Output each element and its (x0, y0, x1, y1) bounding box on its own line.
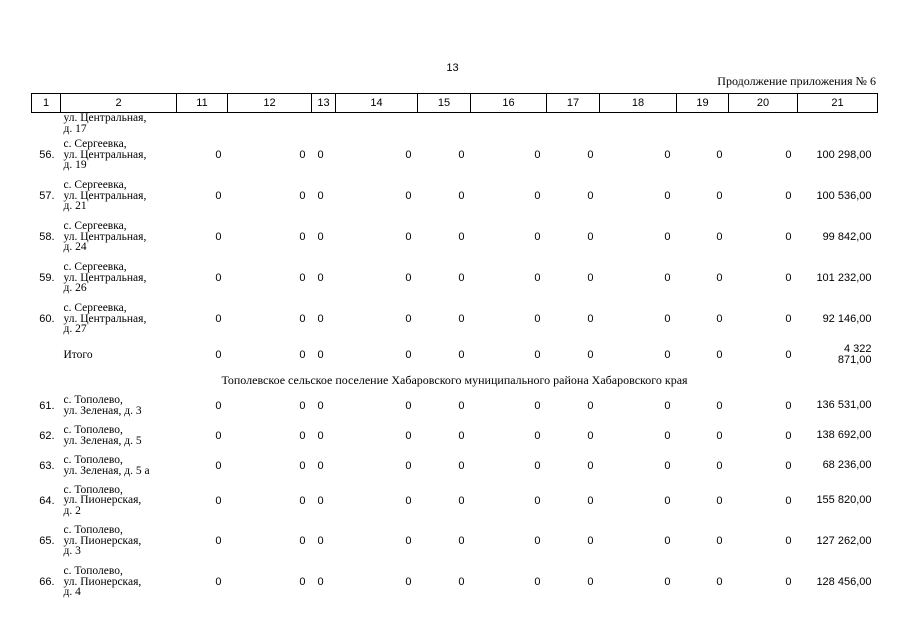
value-cell-14: 0 (405, 459, 412, 472)
row-number: 56. (39, 149, 55, 161)
value-cell-20: 0 (785, 399, 792, 412)
address-cell: с. Сергеевка, ул. Центральная, д. 21 (63, 179, 147, 213)
header-cell: 17 (547, 94, 600, 113)
table-row (32, 135, 878, 176)
value-cell-20: 0 (785, 313, 792, 325)
value-cell-17: 0 (587, 349, 594, 361)
table-row (32, 562, 878, 603)
row-number: 63. (39, 459, 55, 472)
value-cell-11: 0 (215, 313, 222, 325)
value-cell-13: 0 (317, 535, 324, 547)
value-cell-15: 0 (458, 349, 465, 361)
value-cell-13: 0 (317, 494, 324, 507)
value-cell-13: 0 (317, 313, 324, 325)
value-cell-15: 0 (458, 576, 465, 588)
appendix-note: Продолжение приложения № 6 (717, 74, 876, 88)
value-cell-16: 0 (534, 349, 541, 361)
value-cell-16: 0 (534, 231, 541, 243)
row-number: 58. (39, 231, 55, 243)
value-cell-11: 0 (215, 190, 222, 202)
value-cell-12: 0 (299, 576, 306, 588)
value-cell-11: 0 (215, 429, 222, 442)
value-cell-16: 0 (534, 272, 541, 284)
total-cell: 92 146,00 (822, 312, 872, 325)
value-cell-19: 0 (716, 231, 723, 243)
value-cell-12: 0 (299, 429, 306, 442)
value-cell-18: 0 (664, 535, 671, 547)
value-cell-14: 0 (405, 313, 412, 325)
value-cell-15: 0 (458, 429, 465, 442)
value-cell-17: 0 (587, 272, 594, 284)
address-cell: с. Тополево, ул. Пионерская, д. 4 (63, 565, 142, 599)
table-row (32, 258, 878, 299)
value-cell-15: 0 (458, 272, 465, 284)
table-row (32, 299, 878, 340)
header-cell: 16 (471, 94, 547, 113)
section-heading-row (32, 371, 878, 391)
row-number (32, 340, 61, 371)
table-row (32, 391, 878, 421)
value-cell-17: 0 (587, 459, 594, 472)
total-cell: 100 536,00 (816, 189, 872, 202)
value-cell-11: 0 (215, 149, 222, 161)
value-cell-15: 0 (458, 494, 465, 507)
value-cell-20: 0 (785, 494, 792, 507)
address-cell: с. Тополево, ул. Пионерская, д. 3 (63, 524, 142, 558)
value-cell-16: 0 (534, 535, 541, 547)
value-cell-15: 0 (458, 459, 465, 472)
value-cell-19: 0 (716, 535, 723, 547)
value-cell-19: 0 (716, 494, 723, 507)
value-cell-15: 0 (458, 313, 465, 325)
value-cell-19: 0 (716, 190, 723, 202)
value-cell-14: 0 (405, 494, 412, 507)
value-cell-18: 0 (664, 429, 671, 442)
value-cell-13: 0 (317, 231, 324, 243)
total-cell: 155 820,00 (816, 494, 872, 506)
value-cell-18: 0 (664, 272, 671, 284)
row-number: 61. (39, 399, 55, 412)
address-cell: с. Сергеевка, ул. Центральная, д. 27 (63, 302, 147, 336)
value-cell-19: 0 (716, 313, 723, 325)
value-cell-18: 0 (664, 494, 671, 507)
value-cell-18: 0 (664, 231, 671, 243)
total-cell: 127 262,00 (816, 534, 872, 547)
value-cell-11: 0 (215, 231, 222, 243)
value-cell-16: 0 (534, 494, 541, 507)
header-cell: 13 (312, 94, 336, 113)
value-cell-15: 0 (458, 149, 465, 161)
value-cell-14: 0 (405, 149, 412, 161)
value-cell-14: 0 (405, 349, 412, 361)
total-cell: 4 322 871,00 (837, 343, 872, 366)
row-number: 62. (39, 429, 55, 442)
total-row (32, 340, 878, 371)
value-cell-11: 0 (215, 494, 222, 507)
value-cell-11: 0 (215, 459, 222, 472)
data-table (31, 93, 878, 603)
value-cell-11: 0 (215, 576, 222, 588)
value-cell-13: 0 (317, 429, 324, 442)
value-cell-16: 0 (534, 429, 541, 442)
value-cell-12: 0 (299, 190, 306, 202)
value-cell-13: 0 (317, 149, 324, 161)
value-cell-11: 0 (215, 535, 222, 547)
value-cell-19: 0 (716, 459, 723, 472)
row-number: 65. (39, 535, 55, 547)
header-cell: 1 (32, 94, 61, 113)
table-row (32, 176, 878, 217)
value-cell-18: 0 (664, 149, 671, 161)
table-row (32, 451, 878, 481)
value-cell-20: 0 (785, 349, 792, 361)
address-cell: с. Сергеевка, ул. Центральная, д. 19 (63, 138, 147, 172)
value-cell-11: 0 (215, 272, 222, 284)
value-cell-19: 0 (716, 272, 723, 284)
value-cell-13: 0 (317, 272, 324, 284)
total-cell: 128 456,00 (816, 575, 872, 588)
table-row (32, 217, 878, 258)
value-cell-13: 0 (317, 459, 324, 472)
row-number: 64. (39, 494, 55, 507)
value-cell-20: 0 (785, 231, 792, 243)
page-number: 13 (446, 62, 459, 74)
address-cell: с. Тополево, ул. Зеленая, д. 5 (63, 424, 142, 447)
value-cell-12: 0 (299, 494, 306, 507)
row-number: 60. (39, 313, 55, 325)
value-cell-14: 0 (405, 231, 412, 243)
value-cell-13: 0 (317, 190, 324, 202)
value-cell-17: 0 (587, 535, 594, 547)
value-cell-12: 0 (299, 231, 306, 243)
header-cell: 18 (600, 94, 677, 113)
row-number (32, 113, 61, 135)
continuation-row (32, 113, 878, 135)
table-row (32, 481, 878, 521)
address-cell: с. Тополево, ул. Зеленая, д. 3 (63, 394, 142, 417)
total-cell: 101 232,00 (816, 271, 872, 284)
address-cell: с. Сергеевка, ул. Центральная, д. 26 (63, 261, 147, 295)
row-number: 57. (39, 190, 55, 202)
header-cell: 12 (228, 94, 312, 113)
value-cell-17: 0 (587, 576, 594, 588)
header-cell: 14 (336, 94, 418, 113)
section-heading: Тополевское сельское поселение Хабаровского муниципального района Хабаровского края (221, 373, 688, 387)
value-cell-12: 0 (299, 459, 306, 472)
header-cell: 19 (677, 94, 729, 113)
value-cell-15: 0 (458, 399, 465, 412)
total-cell: 99 842,00 (822, 230, 872, 243)
value-cell-17: 0 (587, 429, 594, 442)
value-cell-14: 0 (405, 429, 412, 442)
value-cell-18: 0 (664, 576, 671, 588)
address-cell: с. Сергеевка, ул. Центральная, д. 24 (63, 220, 147, 254)
value-cell-12: 0 (299, 272, 306, 284)
value-cell-20: 0 (785, 272, 792, 284)
header-cell: 15 (418, 94, 471, 113)
value-cell-11: 0 (215, 349, 222, 361)
value-cell-16: 0 (534, 149, 541, 161)
value-cell-12: 0 (299, 399, 306, 412)
value-cell-20: 0 (785, 459, 792, 472)
value-cell-13: 0 (317, 576, 324, 588)
value-cell-18: 0 (664, 459, 671, 472)
value-cell-13: 0 (317, 349, 324, 361)
header-row (32, 94, 878, 113)
value-cell-19: 0 (716, 429, 723, 442)
value-cell-20: 0 (785, 149, 792, 161)
value-cell-17: 0 (587, 494, 594, 507)
value-cell-16: 0 (534, 190, 541, 202)
header-cell: 20 (729, 94, 798, 113)
table-row (32, 521, 878, 562)
value-cell-18: 0 (664, 313, 671, 325)
total-cell: 100 298,00 (816, 148, 872, 161)
value-cell-16: 0 (534, 399, 541, 412)
value-cell-18: 0 (664, 190, 671, 202)
address-cell: с. Тополево, ул. Зеленая, д. 5 а (63, 454, 150, 477)
address-cell: с. Тополево, ул. Пионерская, д. 2 (63, 483, 142, 517)
value-cell-14: 0 (405, 535, 412, 547)
address-cell: ул. Центральная, д. 17 (63, 112, 147, 135)
value-cell-19: 0 (716, 149, 723, 161)
value-cell-11: 0 (215, 399, 222, 412)
value-cell-20: 0 (785, 429, 792, 442)
value-cell-13: 0 (317, 399, 324, 412)
value-cell-19: 0 (716, 399, 723, 412)
total-cell: 136 531,00 (816, 399, 872, 411)
value-cell-15: 0 (458, 231, 465, 243)
value-cell-17: 0 (587, 313, 594, 325)
value-cell-16: 0 (534, 313, 541, 325)
value-cell-12: 0 (299, 313, 306, 325)
value-cell-14: 0 (405, 190, 412, 202)
value-cell-17: 0 (587, 399, 594, 412)
value-cell-19: 0 (716, 576, 723, 588)
address-cell: Итого (63, 348, 93, 361)
row-number: 66. (39, 576, 55, 588)
value-cell-14: 0 (405, 399, 412, 412)
header-cell: 2 (61, 94, 177, 113)
value-cell-15: 0 (458, 535, 465, 547)
table-row (32, 421, 878, 451)
value-cell-12: 0 (299, 149, 306, 161)
value-cell-15: 0 (458, 190, 465, 202)
value-cell-18: 0 (664, 349, 671, 361)
value-cell-17: 0 (587, 190, 594, 202)
value-cell-12: 0 (299, 535, 306, 547)
value-cell-20: 0 (785, 576, 792, 588)
value-cell-12: 0 (299, 349, 306, 361)
value-cell-19: 0 (716, 349, 723, 361)
value-cell-18: 0 (664, 399, 671, 412)
value-cell-16: 0 (534, 459, 541, 472)
value-cell-20: 0 (785, 535, 792, 547)
value-cell-16: 0 (534, 576, 541, 588)
row-number: 59. (39, 272, 55, 284)
value-cell-20: 0 (785, 190, 792, 202)
value-cell-17: 0 (587, 149, 594, 161)
total-cell: 68 236,00 (822, 459, 872, 471)
value-cell-17: 0 (587, 231, 594, 243)
value-cell-14: 0 (405, 272, 412, 284)
value-cell-14: 0 (405, 576, 412, 588)
header-cell: 21 (798, 94, 878, 113)
header-cell: 11 (177, 94, 228, 113)
total-cell: 138 692,00 (816, 429, 872, 441)
